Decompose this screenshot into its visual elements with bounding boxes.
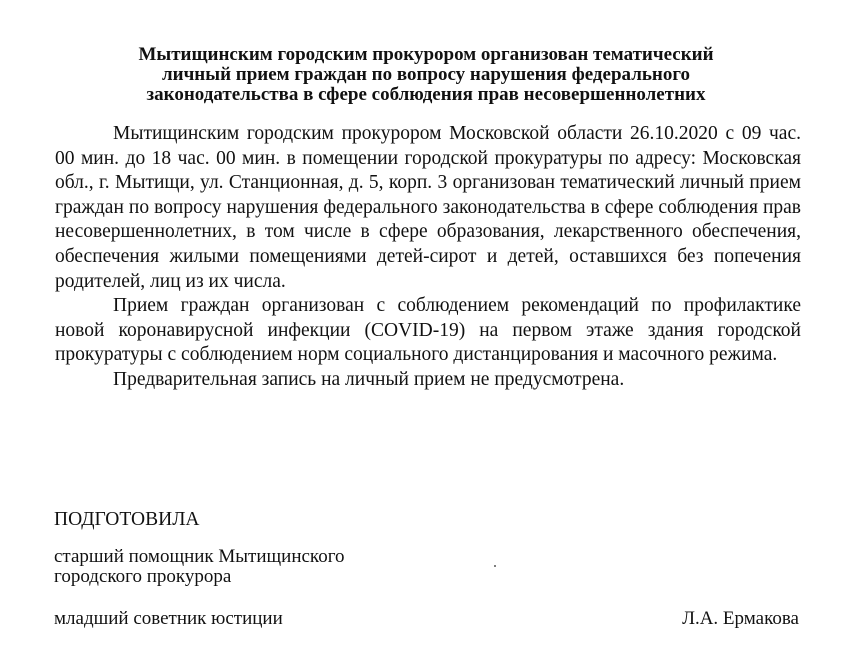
- document-title: [40, 45, 812, 105]
- signature-heading: ПОДГОТОВИЛА: [54, 509, 200, 530]
- signature-position: [54, 547, 345, 587]
- scan-speck: [494, 565, 496, 567]
- title-line: личный прием граждан по вопросу нарушения федерального: [161, 64, 691, 85]
- signature-position-line: старший помощник Мытищинского: [54, 546, 345, 567]
- body-paragraph-no-appointment: Предварительная запись на личный прием не предусмотрена.: [113, 368, 625, 390]
- body-paragraph-covid-measures: Прием граждан организован с соблюдением рекомендаций по профилактике новой коронавирусной инфекции (COVID-19) на первом этаже здания городской прокуратуры с соблюдением норм социального дистанцирования и масочного режима.: [55, 295, 801, 366]
- body-paragraph-reception-info: Мытищинским городским прокурором Московской области 26.10.2020 с 09 час. 00 мин. до 18 час. 00 мин. в помещении городской прокуратуры по адресу: Московская обл., г. Мытищи, ул. Станционная, д. 5, корп. 3 организован тематический личный прием граждан по вопросу нарушения федерального законодательства в сфере соблюдения прав несовершеннолетних, в том числе в сфере образования, лекарственного обеспечения, обеспечения жилыми помещениями детей-сирот и детей, оставшихся без попечения родителей, лиц из их числа.: [55, 123, 801, 292]
- signature-rank: младший советник юстиции: [54, 608, 283, 629]
- title-line: Мытищинским городским прокурором организован тематический: [138, 44, 714, 65]
- title-line: законодательства в сфере соблюдения прав несовершеннолетних: [146, 84, 706, 105]
- signature-name: Л.А. Ермакова: [682, 608, 799, 629]
- signature-position-line: городского прокурора: [54, 566, 232, 587]
- document-body: [55, 122, 801, 393]
